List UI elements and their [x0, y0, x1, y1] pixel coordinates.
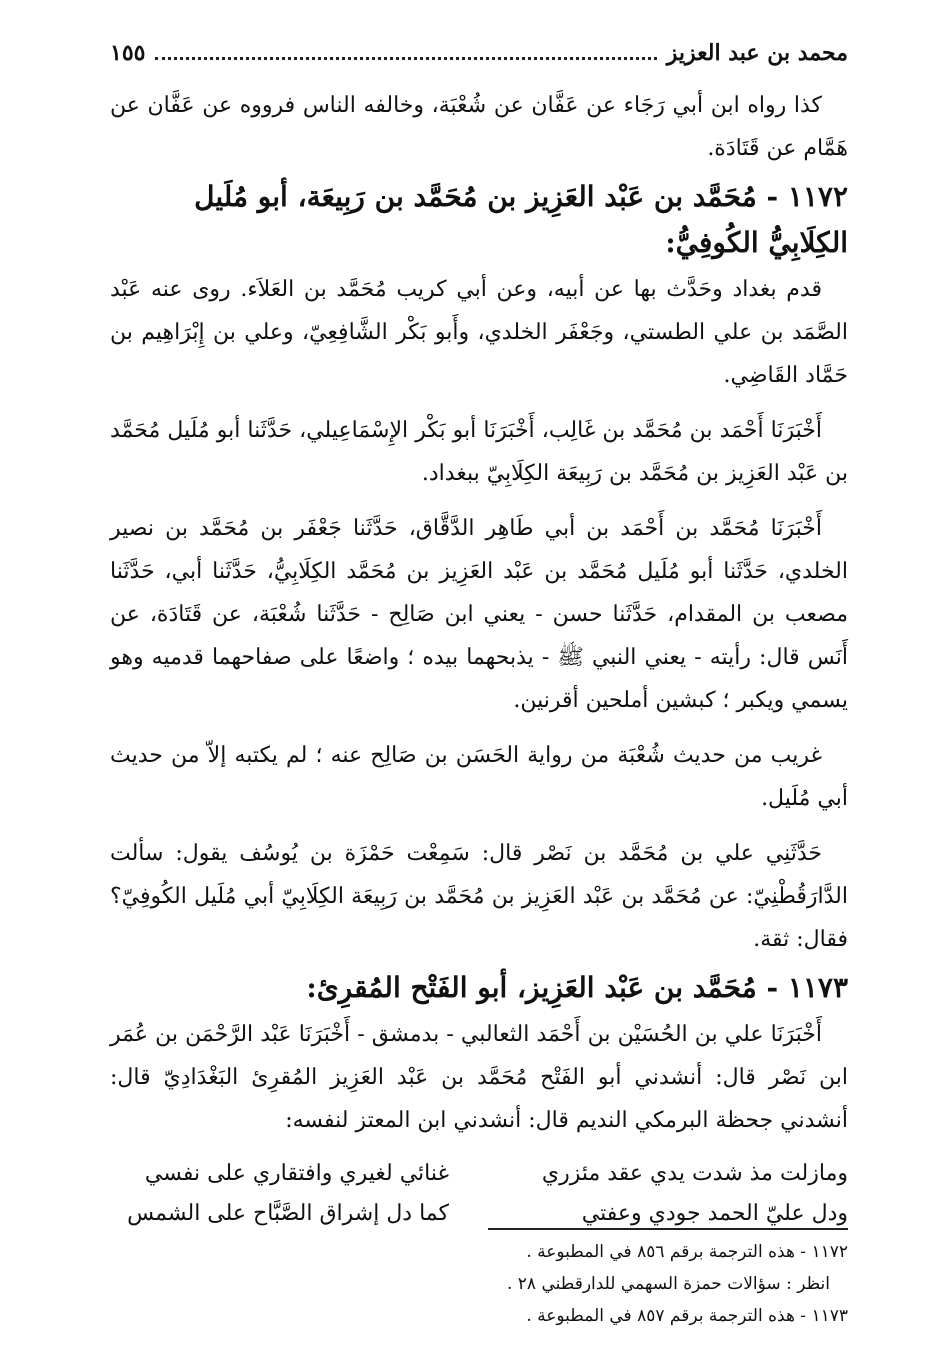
- entry-1172-paragraph-4: غريب من حديث شُعْبَة من رواية الحَسَن بن صَالِح عنه ؛ لم يكتبه إلاّ من حديث أبي مُلَيل.: [110, 743, 848, 811]
- page-number: ١٥٥: [110, 40, 146, 66]
- poem-line-2-left-hemistich: كما دل إشراق الصَّبَّاح على الشمس: [127, 1201, 449, 1226]
- entry-1173-paragraph-1: أَخْبَرَنَا علي بن الحُسَيْن بن أَحْمَد الثعالبي - بدمشق - أَخْبَرَنَا عَبْد الرَّحْمَن بن عُمَر ابن نَصْر قال: أنشدني أبو الفَتْح مُحَمَّد بن عَبْد العَزِيز المُقرِئ البَغْدَادِيّ قال: أنشدني جحظة البرمكي النديم قال: أنشدني ابن المعتز لنفسه:: [110, 1022, 848, 1133]
- footnote-1172-reference: انظر : سؤالات حمزة السهمي للدارقطني ٢٨ .: [506, 1274, 830, 1294]
- entry-1172-title: ١١٧٢ - مُحَمَّد بن عَبْد العَزِيز بن مُحَمَّد بن رَبِيعَة، أبو مُلَيل الكِلَابِيُّ الكُوفِيُّ:: [194, 180, 848, 259]
- page-header: [110, 40, 848, 84]
- poem: [110, 1154, 848, 1234]
- entry-1172-paragraph-3: أَخْبَرَنَا مُحَمَّد بن أَحْمَد بن أبي طَاهِر الدَّقَّاق، حَدَّثَنا جَعْفَر بن مُحَمَّد بن نصير الخلدي، حَدَّثَنا أبو مُلَيل مُحَمَّد بن عَبْد العَزِيز بن مُحَمَّد الكِلَابِيُّ، حَدَّثَنا أبي، حَدَّثَنا مصعب بن المقدام، حَدَّثَنا حسن - يعني ابن صَالِح - حَدَّثَنا شُعْبَة، عن قَتَادَة، عن أَنَس قال: رأيته - يعني النبي ﷺ - يذبحهما بيده ؛ واضعًا على صفاحهما قدميه وهو يسمي ويكبر ؛ كبشين أملحين أقرنين.: [110, 516, 848, 713]
- poem-line-1-left-hemistich: غنائي لغيري وافتقاري على نفسي: [144, 1161, 449, 1186]
- running-title: محمد بن عبد العزيز: [666, 40, 848, 66]
- intro-paragraph: كذا رواه ابن أبي رَجَاء عن عَفَّان عن شُعْبَة، وخالفه الناس فرووه عن عَفَّان عن هَمَّام عن قَتَادَة.: [110, 93, 848, 161]
- footnote-rule: [488, 1228, 848, 1230]
- entry-1172-paragraph-5: حَدَّثَنِي علي بن مُحَمَّد بن نَصْر قال: سَمِعْت حَمْزَة بن يُوسُف يقول: سألت الدَّارَقُطْنِيّ: عن مُحَمَّد بن عَبْد العَزِيز بن مُحَمَّد بن رَبِيعَة الكِلَابِيّ أبي مُلَيل الكُوفِيّ؟ فقال: ثقة.: [110, 841, 848, 952]
- entry-1172-paragraph-2: أَخْبَرَنَا أَحْمَد بن مُحَمَّد بن غَالِب، أَخْبَرَنَا أبو بَكْر الإِسْمَاعِيلي، حَدَّثَنا أبو مُلَيل مُحَمَّد بن عَبْد العَزِيز بن مُحَمَّد بن رَبِيعَة الكِلَابِيّ ببغداد.: [110, 418, 848, 486]
- poem-line-1-right-hemistich: ومازلت مذ شدت يدي عقد مئزري: [541, 1161, 848, 1186]
- header-dot-leader: [155, 57, 656, 60]
- entry-1173-title: ١١٧٣ - مُحَمَّد بن عَبْد العَزِيز، أبو الفَتْح المُقرِئ:: [306, 971, 848, 1004]
- poem-line-2-right-hemistich: ودل عليّ الحمد جودي وعفتي: [581, 1201, 848, 1226]
- footnotes: [110, 1228, 848, 1332]
- footnote-1172: ١١٧٢ - هذه الترجمة برقم ٨٥٦ في المطبوعة .: [526, 1242, 848, 1262]
- entry-1172-paragraph-1: قدم بغداد وحَدَّث بها عن أبيه، وعن أبي كريب مُحَمَّد بن العَلاَء. روى عنه عَبْد الصَّمَد بن علي الطستي، وجَعْفَر الخلدي، وأَبو بَكْر الشَّافِعِيّ، وعلي بن إِبْرَاهِيم بن حَمَّاد القَاضِي.: [110, 277, 848, 388]
- footnote-1173: ١١٧٣ - هذه الترجمة برقم ٨٥٧ في المطبوعة .: [526, 1306, 848, 1326]
